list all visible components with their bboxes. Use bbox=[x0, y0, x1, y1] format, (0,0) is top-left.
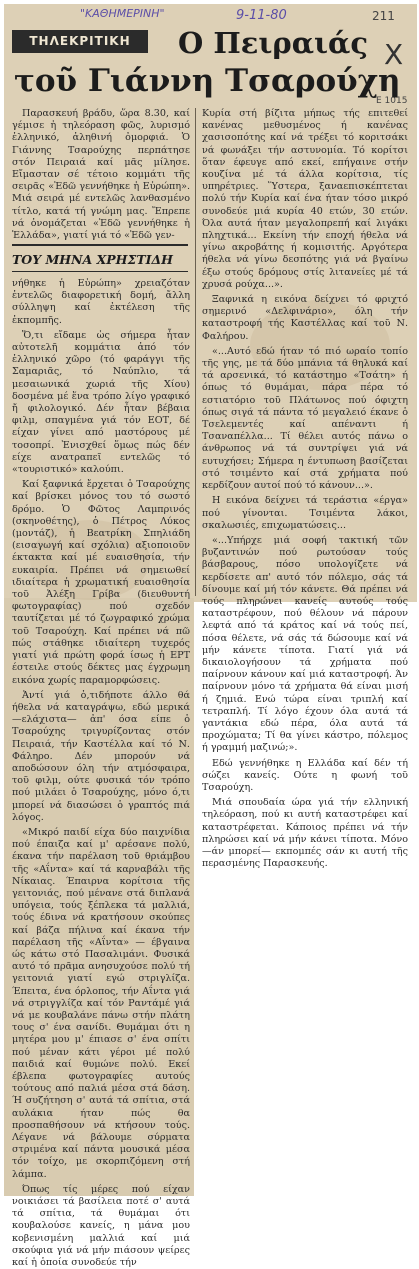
article-paragraph: Όπως τίς μέρες πού είχαν νοικιάσει τά βασίλεια ποτέ σ' αυτά τά σπίτια, τά θυμάμαι ότι κουβαλούσε κανείς, η μάνα μου κοβενισμένη μαλλιά καί μιά σκούφια γιά νά μήν πιάσουν ψείρες καί ἡ ὁποία συνοδεύε τήν bbox=[12, 1183, 190, 1269]
article-paragraph: Ξαφνικά η εικόνα δείχνει τό φριχτό σημερινό «Δελφινάριο», όλη τήν καταστροφή τής Καστέλλας καί τοῦ Ν. Φαλήρου. bbox=[202, 294, 408, 342]
section-kicker-label: ΤΗΛΕΚΡΙΤΙΚΗ bbox=[29, 34, 131, 48]
article-paragraph: Εδώ γεννήθηκε η Ελλάδα καί δέν τή σώζει κανείς. Ούτε η φωνή τοῦ Τσαρούχη. bbox=[202, 757, 408, 793]
article-paragraph: Παρασκευή βράδυ, ὥρα 8.30, καί γέμισε ἡ τηλεόραση φῶς, λυρισμό ἑλληνικό, ἀληθινή ὀμορφιά. Ὁ Γιάννης Τσαρούχης περπάτησε στόν Πειραιά καί μᾶς μίλησε. Εἴμασταν σέ τέτοιο κομμάτι τῆς σειρᾶς «Ἐδῶ γεννήθηκε ἡ Εὐρώπη». Μιά σειρά μέ εντελῶς λανθασμένο τίτλο, κατά τή γνώμη μας. Ἔπρεπε νά ὀνομάζεται «Ἐδῶ γεννήθηκε ἡ Ἑλλάδα», γιατί γιά τό «Ἐδῶ γεν- bbox=[12, 108, 190, 242]
article-paragraph: Μιά σπουδαία ώρα γιά τήν ελληνική τηλεόραση, πού κι αυτή καταστρέφει καί καταστρέφεται. Κάποιος πρέπει νά τήν πληρώσει καί νά μήν κάνει τίποτα. Μόνο —άν μπορεί— εκπομπές σάν κι αυτή τῆς περασμένης Παρασκευής. bbox=[202, 797, 408, 870]
handwritten-mark: X bbox=[384, 38, 404, 71]
handwritten-number: 211 bbox=[372, 9, 395, 23]
article-paragraph: Κυρία στή βίζιτα μήπως τής επιτεθεί κανένας μεθυσμένος ή κανένας χασισοπότης καί νά τρέξει τό κοριτσάκι νά φωνάξει τήν αστυνομία. Τό κορίτσι ὅταν έφευγε από εκεί, επήγαινε στήν κουζίνα μέ τά άλλα κορίτσια, τίς υπηρέτριες. Ὕστερα, ξαναεπισκέπτεται πολύ τήν Κυρία καί ένα ήταν τόσο μικρό συνοδεύε μιά κυρία 40 ετών, 30 ετών. Όλα αυτά ήταν μεγαλοπρεπή καί λιγάκι πληχτικά... Εκείνη τήν εποχή ήθελα νά γίνω ακροβάτης ή κομισιτής. Αργότερα ήθελα νά γίνω δεσπότης γιά νά βγαίνω έξω στούς δρόμους στίς λιτανείες μέ τά χρυσά ρούχα...». bbox=[202, 108, 408, 290]
article-right-column bbox=[202, 108, 408, 870]
section-kicker bbox=[12, 30, 148, 53]
article-left-column bbox=[12, 278, 190, 1269]
article-paragraph: Η εικόνα δείχνει τά τεράστια «έργα» πού γίνονται. Τσιμέντα λάκοι, σκαλωσιές, επιχωματώσεις... bbox=[202, 495, 408, 531]
byline-rule-bottom bbox=[12, 271, 188, 272]
handwritten-ref: E 1015 bbox=[376, 96, 408, 106]
article-paragraph: νήθηκε ἡ Εὐρώπη» χρειαζόταν ἐντελῶς διαφορετική δομή, ἄλλη σύλληψη καί ἐκτέλεση τῆς ἐκπομπῆς. bbox=[12, 278, 190, 326]
article-paragraph: «Μικρό παιδί είχα δύο παιχνίδια πού έπαιζα καί μ' αρέσανε πολύ, έκανα τήν παρέλαση τοῦ θριάμβου τῆς «Αΐντα» καί τά καρναβάλι τῆς Νίκαιας. Έπαιρνα κορίτσια τῆς γειτονιάς, πού μένανε στά διπλανά υπόγεια, τούς ξέπλεκα τά μαλλιά, τούς έδινα νά κρατήσουν σκούπες καί βάζα πήλινα καί έκανα τήν παρέλαση τῆς «Αΐντα» — έβγαινα ώς κάτω στό Πασαλιμάνι. Φυσικά αυτό τό πρᾶμα ανησυχούσε πολύ τή γειτονιά γιατί εγώ στριγλίζα. Έπειτα, ένα όρλοπος, τήν Αΐντα γιά νά στριγγλίζα καί τόν Ραντάμέ γιά νά με κουβαλάνε πάνω στήν πλάτη τους σ' ένα σανίδι. Θυμάμαι ότι η μητέρα μου μ' έπιασε σ' ένα σπίτι πού μέναν κάτι γέροι μέ πολύ παιδιά καί θυμώνε πολύ. Εκεί έβλεπα φωτογραφίες αυτούς τούτους από παλιά μέσα στά δάση. Ή συζήτηση σ' αυτά τά σπίτια, στά αυλάκια ήταν πώς θα προσπαθήσουν νά κτήσουν τούς. Λέγανε νά βάλουμε σύρματα στριμένα καί πάντα μουσικά μέσα τόν τοίχο, με σκορπιζόμενη στή λάμπα. bbox=[12, 826, 190, 1180]
byline-rule-top bbox=[12, 244, 188, 246]
column-divider bbox=[195, 108, 196, 596]
article-paragraph: Ἀντί γιά ὁ,τιδήποτε άλλο θά ήθελα νά καταγράψω, εδώ μερικά —ελάχιστα— ἀπ' όσα είπε ὁ Τσαρούχης τριγυρίζοντας στόν Πειραιά, τήν Καστέλλα καί τό Ν. Φάληρο. Δέν μπορούν νά αποδώσουν όλη τήν ατμόσφαιρα, τοῦ φιλμ, ούτε φυσικά τόν τρόπο πού μιλάει ὁ Τσαρούχης, μόνο ό,τι μπορεί νά διασώσει ὁ γραπτός πιά λόγος. bbox=[12, 689, 190, 823]
article-paragraph: Καί ξαφνικά ἔρχεται ὁ Τσαρούχης καί βρίσκει μόνος του τό σωστό δρόμο. Ὁ Φῶτος Λαμπρινός (σκηνοθέτης), ὁ Πέτρος Λύκος (μοντάζ), ἡ Βεατρίκη Σπηλιάδη (εισαγωγή καί σχόλια) αξιοποιοῦν έκτακτα καί μέ ευαισθησία, τήν ευκαιρία. Πρέπει νά σημειωθεί ιδιαίτερα ἡ χρωματική ευαισθησία τοῦ Ἀλέξη Γρίβα (διευθυντή φωτογραφίας) πού σχεδόν ταυτίζεται μέ τό ζωγραφικό χρώμα τοῦ Τσαρούχη. Καί πρέπει νά πῶ πώς στάθηκε ιδιαίτερη τυχερός γιατί γιά πρώτη φορά ίσως ἡ ΕΡΤ έστειλε στούς δέκτες μας έγχρωμη εικόνα χωρίς παραμορφώσεις. bbox=[12, 479, 190, 686]
article-intro bbox=[12, 108, 190, 240]
article-paragraph: «...Αυτό εδώ ήταν τό πιό ωραίο τοπίο τῆς γης, με τά δύο μπάνια τά θηλυκά καί τά αρσενικά, τό κατάστημο «Τσάτη» ή όπως τό θυμάμαι, πάρα πέρα τό εστιατόριο τοῦ Πλάτωνος πού όφιχτη όπως σιγά τά πάντα τό μεγαλειό έκανε ὁ Τσελεμεντές καί απέναντι ή Τσαναπέλλα... Τί θέλει αυτός πάνω ο άνθρωπος νά τά συντρίψει γιά νά ευτυχήσει; Σήμερα η έντυπωση βασίζεται στό τσιμέντο καί στά χρήματα πού κερδίζουν αυτοί πού τό κάνουν...». bbox=[202, 345, 408, 492]
headline-line-1: Ο Πειραιάς bbox=[178, 26, 369, 60]
article-paragraph: «...Υπήρχε μιά σοφή τακτική τῶν βυζαντινών πού ρωτούσαν τούς βάσβαρους, πόσο υπολογίζετε νά κερδίσετε απ' αυτό τόν πόλεμο, σάς τά δίνουμε καί μή τόν κάνετε. Θά πρέπει νά τούς πληρώνει κανείς αυτούς τούς καταστρέφουν, πού θέλουν νά πάρουν λεφτά από τά κράτος καί νά τούς πεί, πόσα θέλετε, νά σάς τά δώσουμε καί νά μήν κάνετε τίποτα. Γιατί γιά νά δικαιολογήσουν τά χρήματα πού παίρνουν κάνουν καί μιά καταστροφή. Άν παίρνουν μόνο τά χρήματα θά είναι μισή ή ζημιά. Ενώ τώρα είναι τριπλή καί τετραπλή. Τί λόγο έχουν όλα αυτά τά γαντάκια εδώ πέρα, όλα αυτά τά προχώματα; Τί θα γίνει κάστρο, πόλεμος ή γραμμή μαζινώ;». bbox=[202, 534, 408, 754]
handwritten-source: "ΚΑΘΗΜΕΡΙΝΗ" bbox=[80, 7, 165, 20]
headline-line-2: τοῦ Γιάννη Τσαρούχη bbox=[14, 63, 401, 99]
handwritten-date: 9-11-80 bbox=[236, 8, 287, 23]
article-paragraph: Ὅ,τι εἴδαμε ὡς σήμερα ἦταν αὐτοτελῆ κομμάτια ἀπό τόν ἑλληνικό χῶρο (τό φαράγγι τῆς Σαμαριᾶς, τό Ναύπλιο, τά μεσαιωνικά χωριά τῆς Χίου) δοσμένα μέ ἕνα τρόπο λίγο γραφικό ἤ φιλολογικό. Δέν ἦταν βέβαια φιλμ, σπαγμένα γιά τόν ΕΟΤ, δέ είχαν γίνει από μαστόρους μέ τοσοπρί. Ἐνισχθεί ὅμως πώς δέν είχε ανατραπεῖ εντελῶς τό «τουριστικό» καλούπι. bbox=[12, 329, 190, 476]
byline: ΤΟΥ ΜΗΝΑ ΧΡΗΣΤΙΔΗ bbox=[12, 252, 173, 267]
